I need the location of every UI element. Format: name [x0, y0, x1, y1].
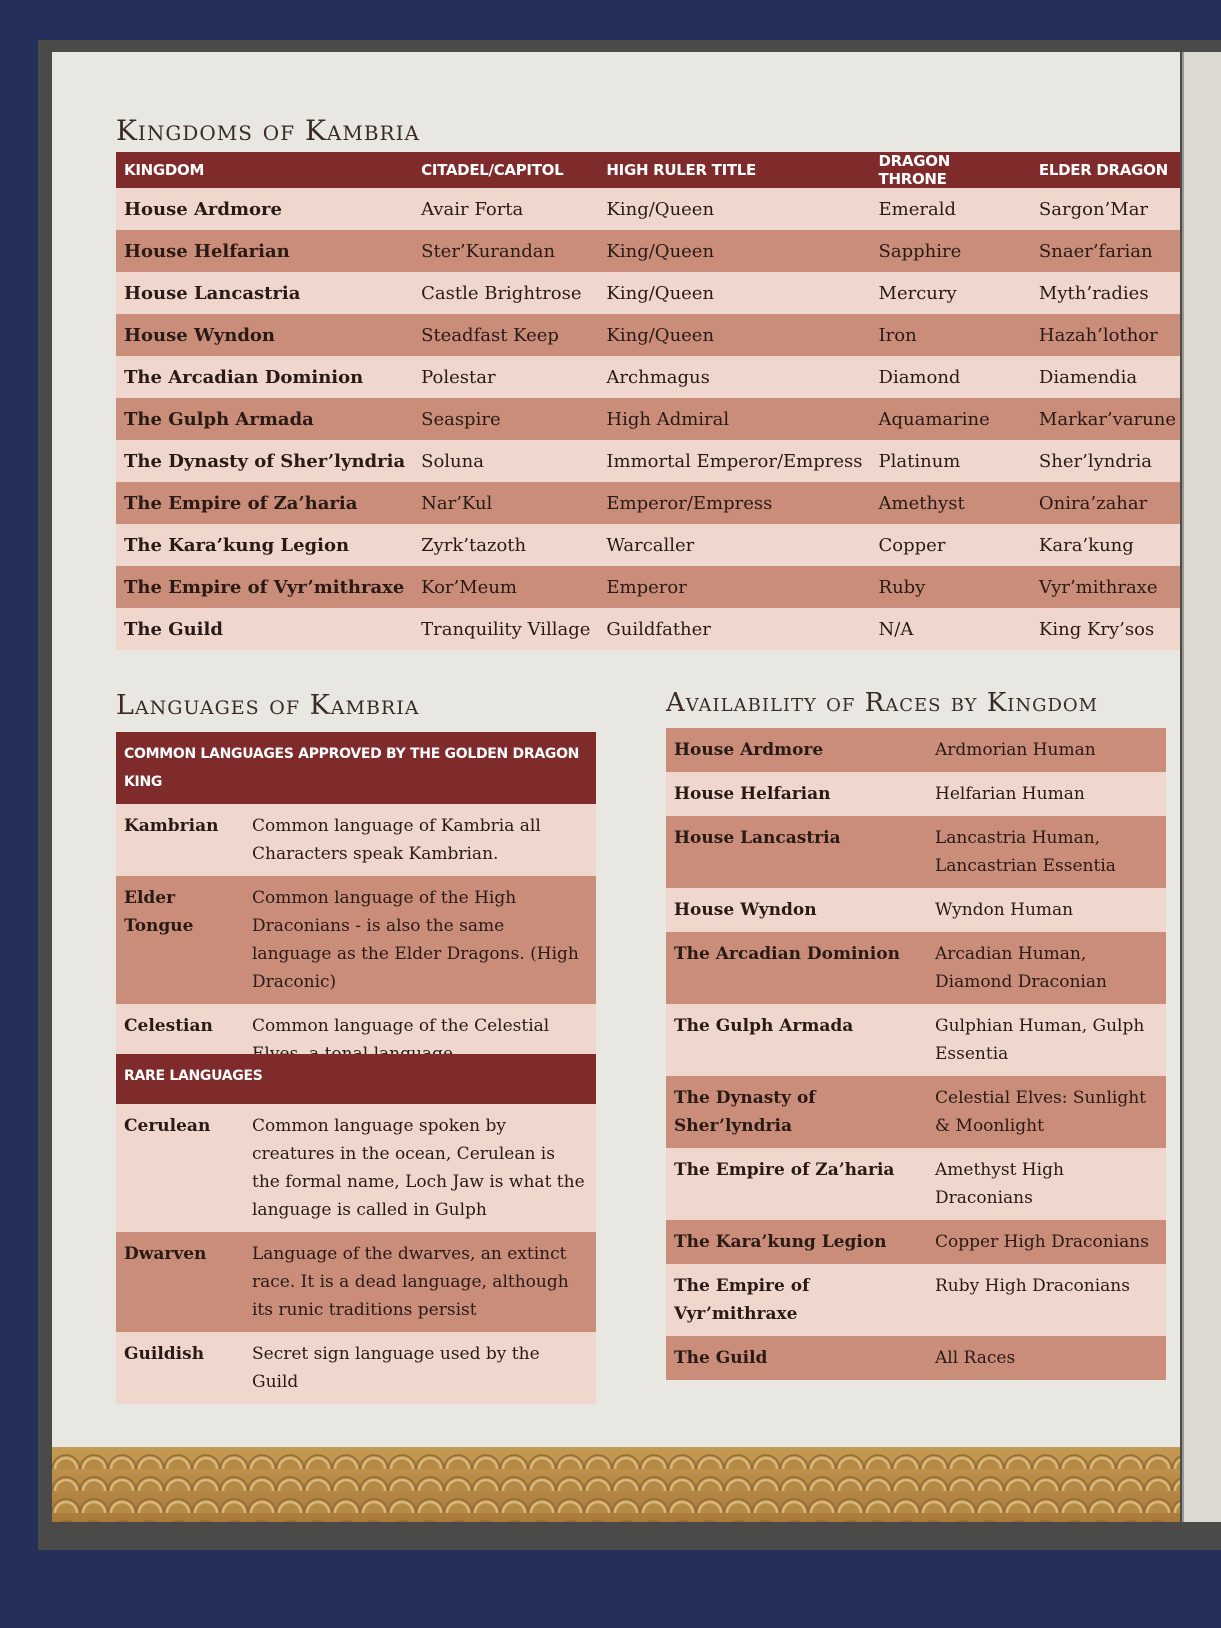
next-page-edge — [1182, 52, 1221, 1522]
race-kingdom: The Arcadian Dominion — [666, 932, 927, 1004]
race-kingdom: The Empire of Vyr’mithraxe — [666, 1264, 927, 1336]
race-kingdom: The Gulph Armada — [666, 1004, 927, 1076]
kingdom-cell: Aquamarine — [871, 398, 1031, 440]
kingdom-cell: The Guild — [116, 608, 413, 650]
race-row — [666, 816, 1166, 888]
race-list: Arcadian Human, Diamond Draconian — [927, 932, 1166, 1004]
race-list: Helfarian Human — [927, 772, 1166, 816]
kingdom-cell: Steadfast Keep — [413, 314, 598, 356]
kingdom-row — [116, 398, 1180, 440]
kingdom-cell: Avair Forta — [413, 188, 598, 230]
kingdom-cell: Markar’varune — [1031, 398, 1180, 440]
language-row — [116, 876, 596, 1004]
kingdom-cell: Sargon’Mar — [1031, 188, 1180, 230]
language-name: Celestian — [116, 1004, 244, 1076]
kingdom-cell: Seaspire — [413, 398, 598, 440]
races-table — [666, 728, 1166, 1380]
rare-languages-header: RARE LANGUAGES — [116, 1054, 596, 1104]
kingdom-cell: Iron — [871, 314, 1031, 356]
kingdom-cell: Archmagus — [598, 356, 870, 398]
kingdom-row — [116, 314, 1180, 356]
kingdom-cell: Diamond — [871, 356, 1031, 398]
race-row — [666, 1264, 1166, 1336]
kingdom-row — [116, 188, 1180, 230]
races-title: Availability of Races by Kingdom — [666, 688, 1099, 718]
kingdom-cell: The Kara’kung Legion — [116, 524, 413, 566]
language-row — [116, 804, 596, 876]
language-description: Common language spoken by creatures in the ocean, Cerulean is the formal name, Loch Jaw is what the language is called in Gulph — [244, 1104, 596, 1232]
kingdom-cell: King/Queen — [598, 230, 870, 272]
kingdom-cell: House Ardmore — [116, 188, 413, 230]
race-row — [666, 1076, 1166, 1148]
race-list: Amethyst High Draconians — [927, 1148, 1166, 1220]
common-languages-header: COMMON LANGUAGES APPROVED BY THE GOLDEN DRAGON KING — [116, 732, 596, 804]
race-list: Wyndon Human — [927, 888, 1166, 932]
race-kingdom: House Wyndon — [666, 888, 927, 932]
kingdom-cell: Mercury — [871, 272, 1031, 314]
kingdom-cell: The Arcadian Dominion — [116, 356, 413, 398]
kingdom-cell: Guildfather — [598, 608, 870, 650]
race-kingdom: The Empire of Za’haria — [666, 1148, 927, 1220]
language-name: Guildish — [116, 1332, 244, 1404]
header-dragon-throne: DRAGON THRONE — [871, 152, 1031, 188]
kingdoms-header-row — [116, 152, 1180, 188]
kingdom-row — [116, 356, 1180, 398]
race-kingdom: The Guild — [666, 1336, 927, 1380]
language-description: Common language of the High Draconians - is also the same language as the Elder Dragons. (High Draconic) — [244, 876, 596, 1004]
kingdom-cell: Platinum — [871, 440, 1031, 482]
kingdom-row — [116, 272, 1180, 314]
language-name: Cerulean — [116, 1104, 244, 1232]
language-name: Kambrian — [116, 804, 244, 876]
language-description: Common language of the Celestial — [244, 1004, 596, 1076]
kingdom-cell: House Helfarian — [116, 230, 413, 272]
languages-title: Languages of Kambria — [116, 690, 420, 721]
kingdom-cell: Ruby — [871, 566, 1031, 608]
race-list: Celestial Elves: Sunlight & Moonlight — [927, 1076, 1166, 1148]
race-kingdom: The Dynasty of Sher’lyndria — [666, 1076, 927, 1148]
language-name: Dwarven — [116, 1232, 244, 1332]
race-list: All Races — [927, 1336, 1166, 1380]
kingdom-cell: Vyr’mithraxe — [1031, 566, 1180, 608]
kingdom-cell: Polestar — [413, 356, 598, 398]
race-list: Lancastria Human, Lancastrian Essentia — [927, 816, 1166, 888]
kingdom-cell: King Kry’sos — [1031, 608, 1180, 650]
kingdom-cell: Zyrk’tazoth — [413, 524, 598, 566]
kingdom-cell: Emperor — [598, 566, 870, 608]
header-ruler-title: HIGH RULER TITLE — [598, 152, 870, 188]
kingdom-cell: The Empire of Vyr’mithraxe — [116, 566, 413, 608]
kingdom-row — [116, 566, 1180, 608]
race-row — [666, 1336, 1166, 1380]
kingdom-row — [116, 608, 1180, 650]
kingdom-cell: Castle Brightrose — [413, 272, 598, 314]
kingdom-row — [116, 482, 1180, 524]
kingdom-cell: The Dynasty of Sher’lyndria — [116, 440, 413, 482]
header-citadel: CITADEL/CAPITOL — [413, 152, 598, 188]
race-row — [666, 1220, 1166, 1264]
kingdom-cell: Immortal Emperor/Empress — [598, 440, 870, 482]
kingdom-cell: Ster’Kurandan — [413, 230, 598, 272]
race-kingdom: The Kara’kung Legion — [666, 1220, 927, 1264]
language-description: Common language of Kambria all Characters speak Kambrian. — [244, 804, 596, 876]
kingdom-cell: Tranquility Village — [413, 608, 598, 650]
kingdom-cell: Myth’radies — [1031, 272, 1180, 314]
kingdom-cell: N/A — [871, 608, 1031, 650]
kingdom-cell: House Lancastria — [116, 272, 413, 314]
book-page — [52, 52, 1180, 1522]
kingdom-cell: Soluna — [413, 440, 598, 482]
kingdom-cell: Emperor/Empress — [598, 482, 870, 524]
kingdom-cell: Hazah’lothor — [1031, 314, 1180, 356]
language-description: Secret sign language used by the Guild — [244, 1332, 596, 1404]
race-kingdom: House Ardmore — [666, 728, 927, 772]
kingdom-cell: Kor’Meum — [413, 566, 598, 608]
kingdoms-title: Kingdoms of Kambria — [116, 114, 420, 147]
kingdom-cell: King/Queen — [598, 272, 870, 314]
race-list: Ardmorian Human — [927, 728, 1166, 772]
race-kingdom: House Helfarian — [666, 772, 927, 816]
kingdom-cell: King/Queen — [598, 188, 870, 230]
kingdom-row — [116, 440, 1180, 482]
kingdom-cell: Snaer’farian — [1031, 230, 1180, 272]
kingdom-row — [116, 230, 1180, 272]
kingdom-cell: The Gulph Armada — [116, 398, 413, 440]
kingdom-cell: Sher’lyndria — [1031, 440, 1180, 482]
race-row — [666, 772, 1166, 816]
language-row — [116, 1232, 596, 1332]
race-row — [666, 1004, 1166, 1076]
kingdom-cell: Emerald — [871, 188, 1031, 230]
kingdom-cell: Amethyst — [871, 482, 1031, 524]
kingdom-cell: The Empire of Za’haria — [116, 482, 413, 524]
language-description: Language of the dwarves, an extinct race. It is a dead language, although its runic traditions persist — [244, 1232, 596, 1332]
kingdom-cell: Copper — [871, 524, 1031, 566]
race-list: Gulphian Human, Gulph Essentia — [927, 1004, 1166, 1076]
kingdom-cell: House Wyndon — [116, 314, 413, 356]
kingdom-cell: Warcaller — [598, 524, 870, 566]
race-row — [666, 1148, 1166, 1220]
language-name: Elder Tongue — [116, 876, 244, 1004]
header-kingdom: KINGDOM — [116, 152, 413, 188]
kingdom-cell: Diamendia — [1031, 356, 1180, 398]
kingdom-cell: Sapphire — [871, 230, 1031, 272]
kingdom-cell: Nar’Kul — [413, 482, 598, 524]
header-elder-dragon: ELDER DRAGON — [1031, 152, 1180, 188]
rare-languages-table — [116, 1054, 596, 1404]
kingdom-row — [116, 524, 1180, 566]
race-row — [666, 728, 1166, 772]
kingdoms-table — [116, 152, 1180, 650]
language-row — [116, 1332, 596, 1404]
language-row — [116, 1104, 596, 1232]
race-row — [666, 932, 1166, 1004]
kingdom-cell: High Admiral — [598, 398, 870, 440]
race-list: Ruby High Draconians — [927, 1264, 1166, 1336]
kingdom-cell: King/Queen — [598, 314, 870, 356]
kingdom-cell: Kara’kung — [1031, 524, 1180, 566]
race-list: Copper High Draconians — [927, 1220, 1166, 1264]
race-row — [666, 888, 1166, 932]
race-kingdom: House Lancastria — [666, 816, 927, 888]
dragon-scales-border — [52, 1447, 1180, 1522]
kingdom-cell: Onira’zahar — [1031, 482, 1180, 524]
common-languages-table — [116, 732, 596, 1076]
